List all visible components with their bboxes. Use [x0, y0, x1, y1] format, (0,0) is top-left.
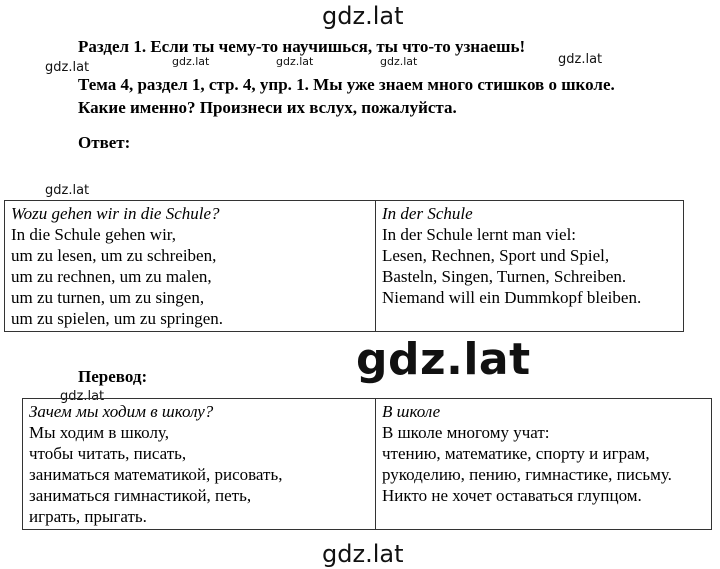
german-poem-right-title: In der Schule	[382, 204, 473, 223]
poem-line: In der Schule lernt man viel:	[382, 225, 577, 244]
german-poems-table	[4, 200, 684, 332]
watermark-bottom: gdz.lat	[322, 540, 404, 568]
watermark-inline-1: gdz.lat	[172, 55, 210, 68]
poem-line: рукоделию, пению, гимнастике, письму.	[382, 465, 672, 484]
watermark-inline-2: gdz.lat	[276, 55, 314, 68]
poem-line: заниматься гимнастикой, петь,	[29, 486, 252, 505]
russian-poem-right	[376, 399, 712, 530]
russian-poem-right-title: В школе	[382, 402, 441, 421]
section-title: Раздел 1. Если ты чему-то научишься, ты что-то узнаешь!	[78, 37, 526, 56]
poem-line: Lesen, Rechnen, Sport und Spiel,	[382, 246, 610, 265]
poem-line: играть, прыгать.	[29, 507, 147, 526]
watermark-center-big: gdz.lat	[356, 334, 531, 385]
poem-line: um zu rechnen, um zu malen,	[11, 267, 212, 286]
watermark-right-1: gdz.lat	[558, 52, 603, 67]
watermark-left-2: gdz.lat	[45, 183, 90, 198]
poem-line: заниматься математикой, рисовать,	[29, 465, 283, 484]
watermark-top: gdz.lat	[322, 2, 404, 30]
poem-line: В школе многому учат:	[382, 423, 550, 442]
poem-line: Niemand will ein Dummkopf bleiben.	[382, 288, 642, 307]
russian-translation-table	[22, 398, 712, 530]
poem-line: Мы ходим в школу,	[29, 423, 169, 442]
poem-line: Basteln, Singen, Turnen, Schreiben.	[382, 267, 627, 286]
poem-line: чтобы читать, писать,	[29, 444, 187, 463]
poem-line: чтению, математике, спорту и играм,	[382, 444, 650, 463]
german-poem-left	[5, 201, 376, 332]
poem-line: um zu lesen, um zu schreiben,	[11, 246, 217, 265]
watermark-left-3: gdz.lat	[60, 389, 105, 404]
answer-label: Ответ:	[78, 133, 131, 152]
poem-line: Никто не хочет оставаться глупцом.	[382, 486, 642, 505]
russian-poem-left	[23, 399, 376, 530]
task-line-2: Какие именно? Произнеси их вслух, пожалуйста.	[78, 98, 457, 117]
german-poem-right	[376, 201, 684, 332]
task-line-1: Тема 4, раздел 1, стр. 4, упр. 1. Мы уже знаем много стишков о школе.	[78, 75, 615, 94]
poem-line: um zu spielen, um zu springen.	[11, 309, 223, 328]
watermark-inline-3: gdz.lat	[380, 55, 418, 68]
poem-line: um zu turnen, um zu singen,	[11, 288, 205, 307]
watermark-left-1: gdz.lat	[45, 60, 90, 75]
translation-label: Перевод:	[78, 367, 148, 386]
poem-line: In die Schule gehen wir,	[11, 225, 177, 244]
russian-poem-left-title: Зачем мы ходим в школу?	[29, 402, 214, 421]
german-poem-left-title: Wozu gehen wir in die Schule?	[11, 204, 220, 223]
